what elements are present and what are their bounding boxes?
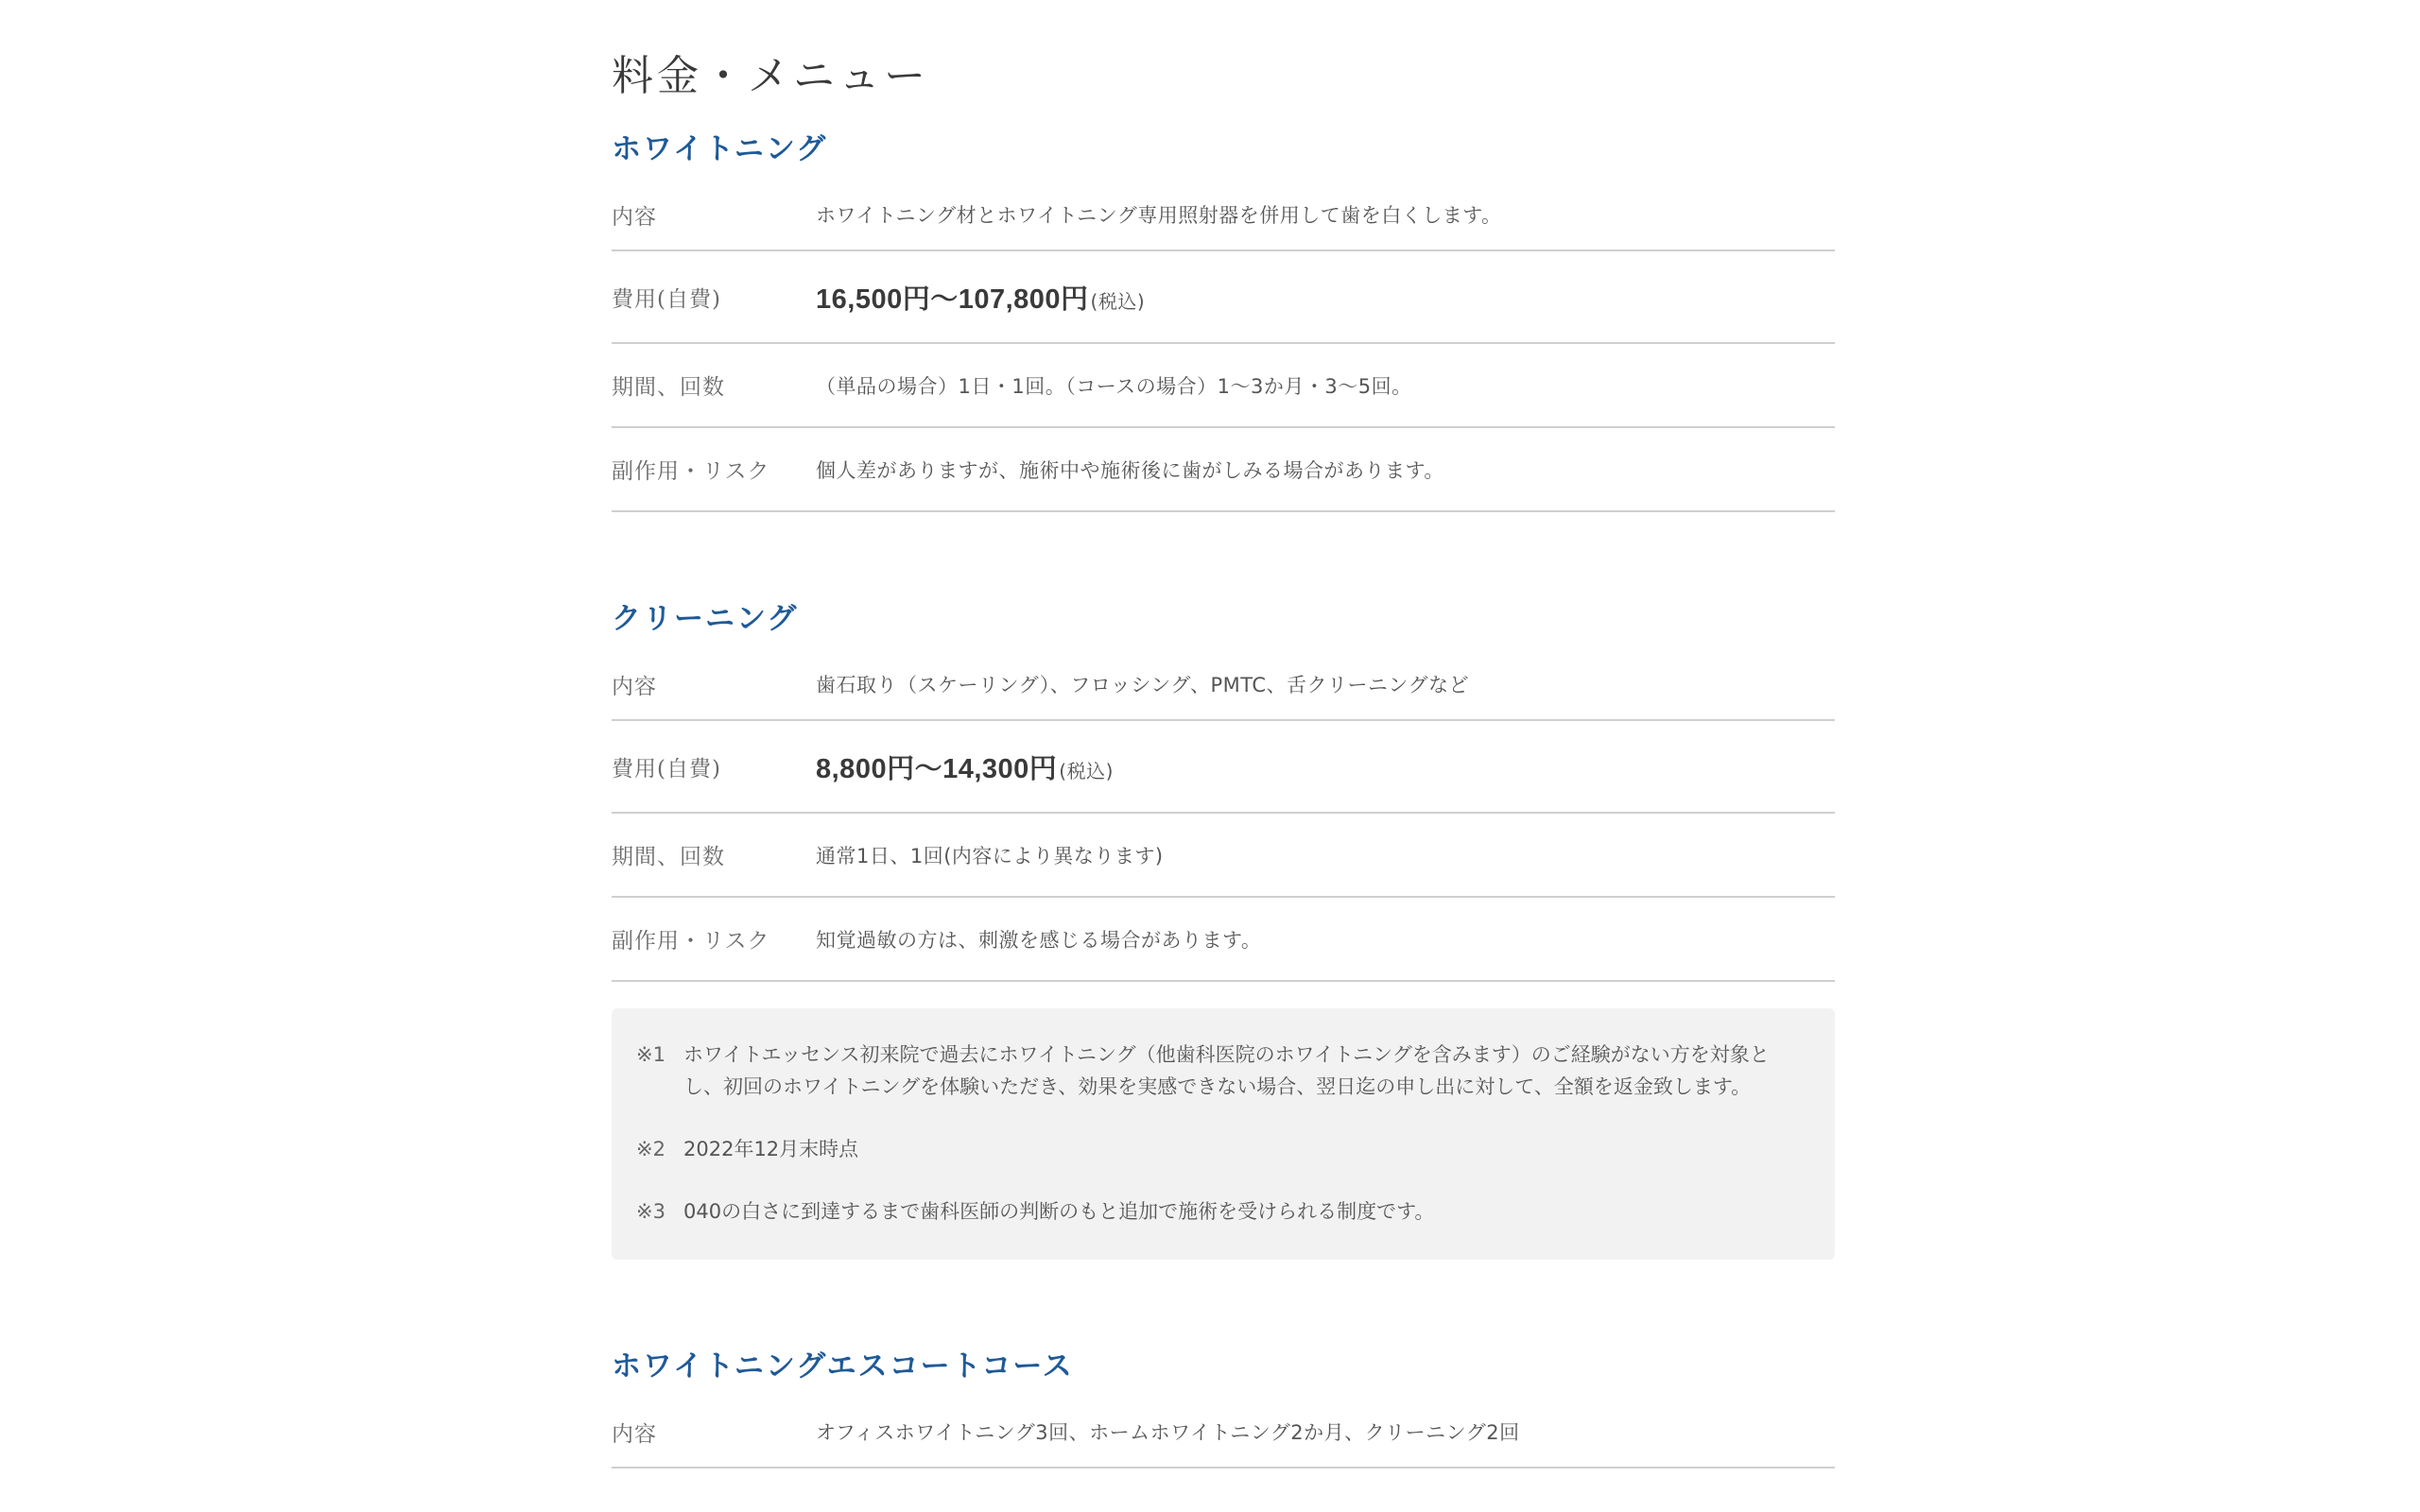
row-period xyxy=(612,344,1835,428)
row-risk xyxy=(612,428,1835,512)
row-value: 歯石取り（スケーリング）、フロッシング、PMTC、舌クリーニングなど xyxy=(816,674,1470,696)
price-value xyxy=(816,747,1114,786)
notes-box xyxy=(612,1008,1835,1260)
row-value: オフィスホワイトニング3回、ホームホワイトニング2か月、クリーニング2回 xyxy=(816,1421,1520,1444)
row-content xyxy=(612,180,1835,251)
row-label: 内容 xyxy=(612,674,657,699)
section-title: ホワイトニング xyxy=(612,132,828,166)
note-item xyxy=(636,1133,1808,1165)
section-whitening-escort-course xyxy=(612,1348,1835,1469)
price-amount: 8,800円〜14,300円 xyxy=(816,753,1058,784)
row-price xyxy=(612,251,1835,344)
note-text: 2022年12月末時点 xyxy=(683,1138,859,1160)
section-title: ホワイトニングエスコートコース xyxy=(612,1349,1074,1383)
row-label: 副作用・リスク xyxy=(612,929,770,954)
note-item xyxy=(636,1039,1808,1103)
section-cleaning xyxy=(612,600,1835,982)
row-risk xyxy=(612,898,1835,982)
row-value: ホワイトニング材とホワイトニング専用照射器を併用して歯を白くします。 xyxy=(816,204,1502,227)
note-text: 040の白さに到達するまで歯科医師の判断のもと追加で施術を受けられる制度です。 xyxy=(683,1200,1435,1223)
row-content xyxy=(612,1397,1835,1469)
note-mark: ※1 xyxy=(636,1043,666,1066)
row-value: 個人差がありますが、施術中や施術後に歯がしみる場合があります。 xyxy=(816,458,1444,482)
row-label: 費用(自費) xyxy=(612,286,721,312)
section-title: クリーニング xyxy=(612,602,799,636)
note-item xyxy=(636,1195,1808,1228)
price-tax-note: (税込) xyxy=(1090,289,1146,313)
price-tax-note: (税込) xyxy=(1059,759,1114,782)
note-mark: ※2 xyxy=(636,1138,666,1160)
row-value: （単品の場合）1日・1回。（コースの場合）1〜3か月・3〜5回。 xyxy=(816,374,1412,398)
row-label: 費用(自費) xyxy=(612,756,721,782)
row-period xyxy=(612,814,1835,898)
section-whitening xyxy=(612,130,1835,512)
row-label: 内容 xyxy=(612,1421,657,1447)
page-title: 料金・メニュー xyxy=(612,52,929,100)
menu-page xyxy=(612,0,1835,1469)
row-value: 通常1日、1回(内容により異なります) xyxy=(816,844,1164,868)
row-content xyxy=(612,649,1835,721)
row-label: 期間、回数 xyxy=(612,845,725,869)
row-value: 知覚過敏の方は、刺激を感じる場合があります。 xyxy=(816,928,1262,952)
note-mark: ※3 xyxy=(636,1200,666,1223)
row-label: 期間、回数 xyxy=(612,375,725,400)
row-label: 内容 xyxy=(612,204,657,230)
row-price xyxy=(612,721,1835,814)
note-text: ホワイトエッセンス初来院で過去にホワイトニング（他歯科医院のホワイトニングを含みます）のご経験がない方を対象とし、初回のホワイトニングを体験いただき、効果を実感できない場合、翌日迄の申し出に対して、全額を返金致します。 xyxy=(683,1043,1770,1098)
price-amount: 16,500円〜107,800円 xyxy=(816,284,1089,315)
row-label: 副作用・リスク xyxy=(612,459,770,484)
price-value xyxy=(816,278,1145,317)
